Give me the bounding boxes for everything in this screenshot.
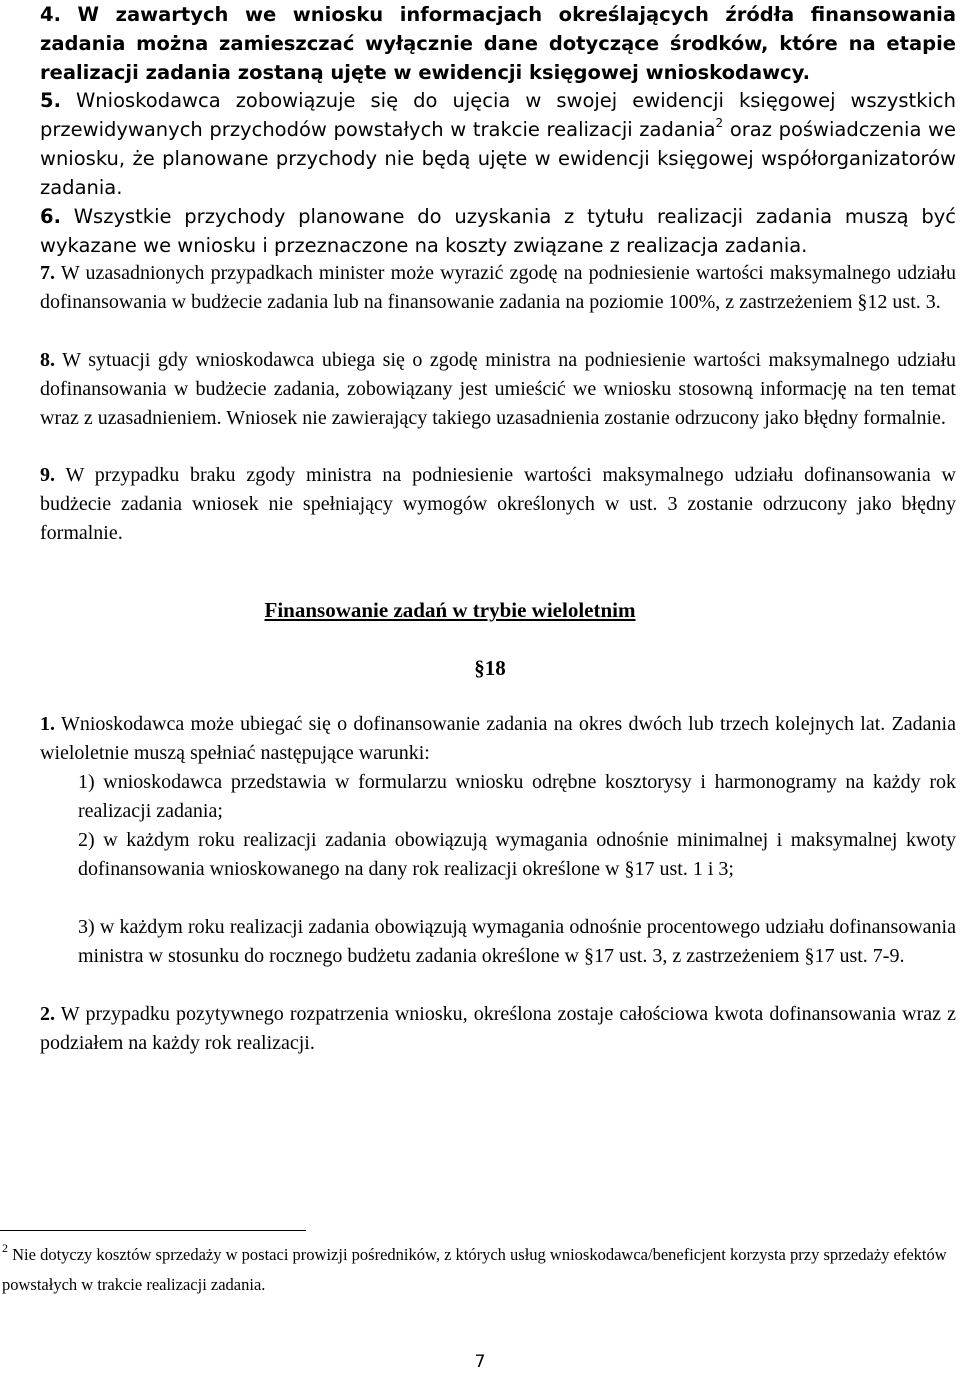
footnote-marker: 2 [2, 1240, 8, 1255]
point-5 [40, 86, 956, 202]
point-9 [40, 461, 956, 548]
point-8 [40, 346, 956, 433]
point-number: 5. [40, 89, 61, 112]
point-text-continued: oraz poświadczenia we wniosku, że planowane przychody nie będą ujęte w ewidencji księgowej współorganizatorów zadania. [40, 118, 957, 199]
condition-item-3: 3) w każdym roku realizacji zadania obowiązują wymagania odnośnie procentowego udziału dofinansowania ministra w stosunku do rocznego budżetu zadania określone w §17 ust. 3, z zastrzeżeniem §17 ust. 7-9. [78, 916, 956, 967]
point-6 [40, 202, 956, 260]
point-text: W przypadku braku zgody ministra na podniesienie wartości maksymalnego udziału dofinansowania w budżecie zadania wniosek nie spełniający wymogów określonych w ust. 3 zostanie odrzucony jako błędny formalnie. [40, 464, 956, 544]
point-text: W przypadku pozytywnego rozpatrzenia wniosku, określona zostaje całościowa kwota dofinansowania wraz z podziałem na każdy rok realizacji. [40, 1003, 956, 1054]
point-number: 1. [40, 713, 55, 735]
point-number: 4. [40, 3, 61, 26]
section-heading: Finansowanie zadań w trybie wieloletnim [264, 598, 636, 622]
section-point-2 [40, 1000, 956, 1058]
point-text: Wnioskodawca może ubiegać się o dofinansowanie zadania na okres dwóch lub trzech kolejnych lat. Zadania wieloletnie muszą spełniać następujące warunki: [40, 713, 956, 764]
footnote-text: Nie dotyczy kosztów sprzedaży w postaci prowizji pośredników, z których usług wnioskodawca/beneficjent korzysta przy sprzedaży efektów powstałych w trakcie realizacji zadania. [2, 1245, 947, 1294]
point-number: 7. [40, 262, 55, 284]
condition-item-1: 1) wnioskodawca przedstawia w formularzu wniosku odrębne kosztorysy i harmonogramy na każdy rok realizacji zadania; [78, 771, 956, 822]
point-text: Wnioskodawca zobowiązuje się do ujęcia w swojej ewidencji księgowej wszystkich przewidywanych przychodów powstałych w trakcie realizacji zadania [40, 89, 956, 141]
page-number: 7 [474, 1352, 486, 1372]
condition-item-2: 2) w każdym roku realizacji zadania obowiązują wymagania odnośnie minimalnej i maksymalnej kwoty dofinansowania wnioskowanego na dany rok realizacji określone w §17 ust. 1 i 3; [78, 829, 956, 880]
point-7 [40, 259, 956, 317]
point-number: 6. [40, 205, 61, 228]
section-point-1 [40, 710, 956, 768]
footnote-divider [0, 1230, 306, 1231]
point-number: 2. [40, 1003, 55, 1025]
point-number: 9. [40, 464, 55, 486]
point-4 [40, 0, 956, 87]
point-number: 8. [40, 349, 55, 371]
point-text: Wszystkie przychody planowane do uzyskania z tytułu realizacji zadania muszą być wykazane we wniosku i przeznaczone na koszty związane z realizacja zadania. [40, 205, 957, 257]
point-text: W sytuacji gdy wnioskodawca ubiega się o zgodę ministra na podniesienie wartości maksymalnego udziału dofinansowania w budżecie zadania, zobowiązany jest umieścić we wniosku stosowną informację na ten temat wraz z uzasadnieniem. Wniosek nie zawierający takiego uzasadnienia zostanie odrzucony jako błędny formalnie. [40, 349, 957, 429]
point-text: W uzasadnionych przypadkach minister może wyrazić zgodę na podniesienie wartości maksymalnego udziału dofinansowania w budżecie zadania lub na finansowanie zadania na poziomie 100%, z zastrzeżeniem §12 ust. 3. [40, 262, 956, 313]
footnote-reference: 2 [715, 115, 724, 130]
paragraph-sign: §18 [474, 656, 506, 680]
point-text: W zawartych we wniosku informacjach określających źródła finansowania zadania można zamieszczać wyłącznie dane dotyczące środków, które na etapie realizacji zadania zostaną ujęte w ewidencji księgowej wnioskodawcy. [40, 3, 956, 84]
footnote [2, 1240, 956, 1300]
